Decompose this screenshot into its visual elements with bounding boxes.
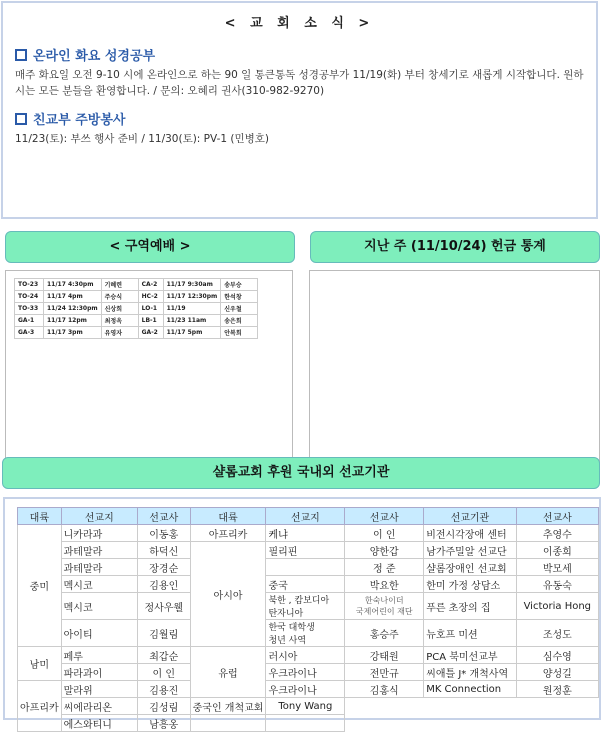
missions-row — [18, 664, 599, 681]
missions-header-cell: 선교지 — [61, 508, 137, 525]
missionary-cell: 전만규 — [345, 664, 424, 681]
missionary-cell: 조성도 — [516, 620, 598, 647]
missionary-cell: 양한갑 — [345, 542, 424, 559]
missionary-cell: 이 인 — [137, 664, 190, 681]
missionary-cell: 최갑순 — [137, 647, 190, 664]
continent-cell: 유럽 — [190, 647, 266, 698]
missionary-cell: 추영수 — [516, 525, 598, 542]
schedule-cell: HC-2 — [138, 291, 163, 303]
continent-cell: 아시아 — [190, 542, 266, 647]
schedule-cell: 11/17 9:30am — [163, 279, 221, 291]
missions-row — [18, 647, 599, 664]
missionary-cell: 심수영 — [516, 647, 598, 664]
missionary-cell — [266, 715, 345, 732]
section-heading-bible-study — [15, 45, 596, 64]
schedule-cell: 11/17 4:30pm — [44, 279, 102, 291]
schedule-cell: 11/23 11am — [163, 315, 221, 327]
mission-field-cell: 니카라과 — [61, 525, 137, 542]
offering-banner: 지난 주 (11/10/24) 헌금 통계 — [310, 231, 600, 263]
mission-field-cell: 멕시코 — [61, 593, 137, 620]
missionary-cell: 장경순 — [137, 559, 190, 576]
mission-org-cell: 씨애틀 J* 개척사역 — [424, 664, 516, 681]
missions-row — [18, 593, 599, 620]
section-body-bible-study: 매주 화요일 오전 9-10 시에 온라인으로 하는 90 일 통큰통독 성경공부가 11/19(화) 부터 창세기로 새롭게 시작합니다. 원하시는 모든 분들을 환영합니다. / 문의: 오혜리 권사(310-982-9270) — [15, 69, 584, 97]
mission-field-cell: 러시아 — [266, 647, 345, 664]
missions-table — [17, 507, 599, 732]
news-panel — [1, 1, 598, 219]
schedule-cell: 11/17 5pm — [163, 327, 221, 339]
missionary-cell: 정사우웰 — [137, 593, 190, 620]
mission-org-cell: 한미 가정 상담소 — [424, 576, 516, 593]
schedule-cell: 신상희 — [101, 303, 138, 315]
mission-org-cell: 샬롬장애인 선교회 — [424, 559, 516, 576]
missionary-cell: 하덕신 — [137, 542, 190, 559]
missionary-cell: 박모세 — [516, 559, 598, 576]
missions-row — [18, 576, 599, 593]
missionary-cell: 김용진 — [137, 681, 190, 698]
schedule-cell: GA-1 — [15, 315, 44, 327]
schedule-cell: TO-23 — [15, 279, 44, 291]
missionary-cell: 김성림 — [137, 698, 190, 715]
mission-field-cell: 필리핀 — [266, 542, 345, 559]
section-heading-label: 친교부 주방봉사 — [33, 113, 126, 128]
missions-row — [18, 620, 599, 647]
missions-row — [18, 715, 599, 732]
missionary-cell: 양성길 — [516, 664, 598, 681]
schedule-cell: 최정옥 — [101, 315, 138, 327]
missionary-cell: 김용인 — [137, 576, 190, 593]
continent-cell: 중미 — [18, 525, 62, 647]
missions-panel — [3, 497, 601, 731]
continent-cell: 아프리카 — [190, 525, 266, 542]
missionary-cell: 김홍식 — [345, 681, 424, 698]
schedule-cell: 11/17 12pm — [44, 315, 102, 327]
schedule-cell: TO-33 — [15, 303, 44, 315]
missions-header-cell: 선교사 — [516, 508, 598, 525]
missionary-cell: 홍승주 — [345, 620, 424, 647]
mission-field-cell: 파라과이 — [61, 664, 137, 681]
missions-row — [18, 525, 599, 542]
schedule-cell: GA-2 — [138, 327, 163, 339]
section-body-kitchen: 11/23(토): 부쓰 행사 준비 / 11/30(토): PV-1 (민병호) — [15, 133, 270, 145]
mission-field-cell: 우크라이나 — [266, 664, 345, 681]
mission-field-cell: 우크라이나 — [266, 681, 345, 698]
missions-row — [18, 559, 599, 576]
schedule-cell: 송은희 — [221, 315, 258, 327]
mission-field-cell: 에스와티니 — [61, 715, 137, 732]
schedule-cell: 송부승 — [221, 279, 258, 291]
schedule-row — [15, 291, 258, 303]
missions-header-cell: 대륙 — [18, 508, 62, 525]
mission-org-cell: MK Connection — [424, 681, 516, 698]
missions-header-cell: 선교사 — [345, 508, 424, 525]
checkbox-icon — [15, 113, 27, 125]
mission-org-cell: PCA 북미선교부 — [424, 647, 516, 664]
schedule-cell: 11/17 12:30pm — [163, 291, 221, 303]
continent-cell: 아프리카 — [18, 681, 62, 732]
mission-org-cell: 중국인 개척교회 — [190, 698, 266, 715]
missionary-cell: Victoria Hong — [516, 593, 598, 620]
mission-field-cell: 아이티 — [61, 620, 137, 647]
schedule-cell: CA-2 — [138, 279, 163, 291]
mission-org-cell: 푸른 초장의 집 — [424, 593, 516, 620]
mission-org-cell — [190, 715, 266, 732]
missionary-cell: 이종희 — [516, 542, 598, 559]
missions-row — [18, 542, 599, 559]
schedule-cell: 11/17 4pm — [44, 291, 102, 303]
mission-field-cell: 한국 대학생 청년 사역 — [266, 620, 345, 647]
schedule-row — [15, 303, 258, 315]
section-heading-kitchen — [15, 109, 596, 128]
offering-panel — [309, 270, 600, 480]
missions-banner: 샬롬교회 후원 국내외 선교기관 — [2, 457, 600, 489]
schedule-row — [15, 315, 258, 327]
mission-field-cell: 북한 , 캄보디아 탄자니아 — [266, 593, 345, 620]
mission-field-cell: 중국 — [266, 576, 345, 593]
schedule-cell: 11/24 12:30pm — [44, 303, 102, 315]
missionary-cell: 유동숙 — [516, 576, 598, 593]
mission-field-cell: 페루 — [61, 647, 137, 664]
missionary-cell: 한숙나이더 국제어린이 재단 — [345, 593, 424, 620]
missions-header-cell: 대륙 — [190, 508, 266, 525]
schedule-cell: LO-1 — [138, 303, 163, 315]
schedule-cell: 신우철 — [221, 303, 258, 315]
missionary-cell: 정 준 — [345, 559, 424, 576]
mission-field-cell: 말라위 — [61, 681, 137, 698]
schedule-cell: 기혜련 — [101, 279, 138, 291]
schedule-row — [15, 279, 258, 291]
schedule-cell: 11/19 — [163, 303, 221, 315]
mission-field-cell: 과테말라 — [61, 559, 137, 576]
missions-header-cell: 선교기관 — [424, 508, 516, 525]
missionary-cell: 김월림 — [137, 620, 190, 647]
schedule-cell: 주승식 — [101, 291, 138, 303]
mission-field-cell: 씨에라리온 — [61, 698, 137, 715]
mission-field-cell: 케냐 — [266, 525, 345, 542]
missions-row — [18, 698, 599, 715]
district-banner: < 구역예배 > — [5, 231, 295, 263]
continent-cell: 남미 — [18, 647, 62, 681]
mission-org-cell: 남가주밀알 선교단 — [424, 542, 516, 559]
missionary-cell: 원정훈 — [516, 681, 598, 698]
schedule-cell: GA-3 — [15, 327, 44, 339]
mission-field-cell: 과테말라 — [61, 542, 137, 559]
schedule-cell: TO-24 — [15, 291, 44, 303]
checkbox-icon — [15, 49, 27, 61]
schedule-cell: LB-1 — [138, 315, 163, 327]
mission-org-cell: 뉴호프 미션 — [424, 620, 516, 647]
missionary-cell: 박요한 — [345, 576, 424, 593]
mission-org-cell: 비전시각장애 센터 — [424, 525, 516, 542]
missionary-cell: 이동홍 — [137, 525, 190, 542]
missionary-cell: 강태원 — [345, 647, 424, 664]
missionary-cell: Tony Wang — [266, 698, 345, 715]
missionary-cell: 남흥옹 — [137, 715, 190, 732]
mission-field-cell: 멕시코 — [61, 576, 137, 593]
mission-field-cell — [266, 559, 345, 576]
district-schedule-table — [14, 278, 258, 339]
section-heading-label: 온라인 화요 성경공부 — [33, 49, 156, 64]
schedule-cell: 11/17 3pm — [44, 327, 102, 339]
schedule-row — [15, 327, 258, 339]
missions-header-cell: 선교사 — [137, 508, 190, 525]
schedule-cell: 안복희 — [221, 327, 258, 339]
schedule-cell: 유영자 — [101, 327, 138, 339]
news-title: < 교 회 소 식 > — [224, 16, 375, 31]
missionary-cell: 이 인 — [345, 525, 424, 542]
missions-header-cell: 선교지 — [266, 508, 345, 525]
missions-row — [18, 681, 599, 698]
schedule-cell: 한석창 — [221, 291, 258, 303]
